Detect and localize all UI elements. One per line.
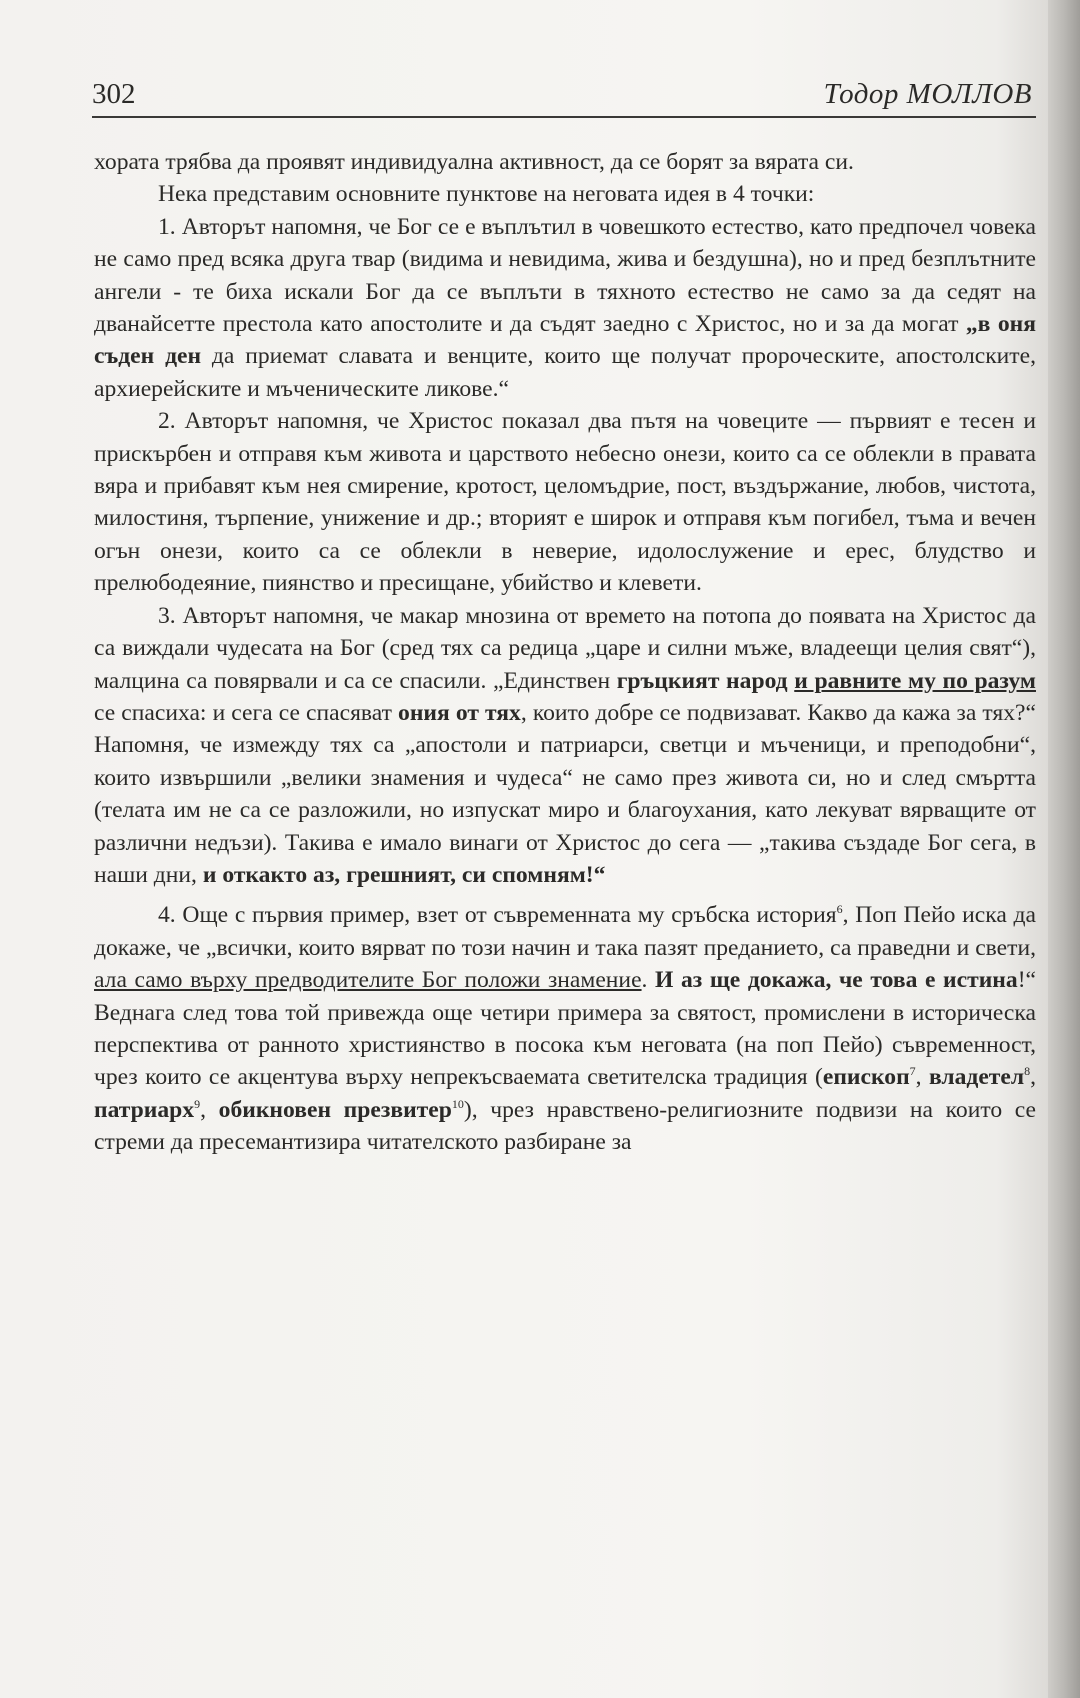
book-gutter-shadow (1048, 0, 1080, 1698)
bold-phrase: обикновен презвитер (218, 1096, 452, 1123)
footnote-ref: 8 (1024, 1064, 1031, 1079)
paragraph-point-1: 1. Авторът напомня, че Бог се е въплътил в човешкото естество, като предпочел човека не само пред всяка друга твар (видима и невидима, жива и бездушна), но и пред безплътните ангели - те биха искали Бог да се въплъти в тяхното естество не само за да седят на дванайсетте престола като апостолите и да съдят заедно с Христос, но и за да могат „в оня съден ден да приемат славата и венците, които ще получат пророческите, апостолските, архиерейските и мъченическите ликове.“ (94, 213, 1036, 402)
footnote-ref: 6 (836, 902, 843, 917)
bold-phrase: ония от тях (398, 699, 521, 726)
body-text (94, 146, 1036, 1159)
page-number: 302 (92, 78, 136, 110)
page-header (92, 76, 1036, 118)
bold-phrase: гръцкият народ (616, 667, 788, 694)
paragraph-point-3: 3. Авторът напомня, че макар мнозина от времето на потопа до появата на Христос да са виждали чудесата на Бог (сред тях са редица „царе и силни мъже, владеещи целия свят“), малцина са повярвали и са се спасили. „Единствен гръцкият народ и равните му по разум се спасиха: и сега се спасяват ония от тях, които добре се подвизават. Какво да кажа за тях?“ Напомня, че измежду тях са „апостоли и патриарси, светци и мъченици, и преподобни“, които извършили „велики знамения и чудеса“ не само през живота си, но и след смъртта (телата им не са се разложили, но изпускат миро и благоухания, като лекуват вярващите от различни недъзи). Такива е имало винаги от Христос до сега — „такива създаде Бог сега, в наши дни, и откакто аз, грешният, си спомням!“ (94, 602, 1036, 888)
bold-phrase: „в оня съден ден (94, 311, 1036, 370)
bold-phrase: владетел (928, 1064, 1025, 1091)
running-head-author: Тодор МОЛЛОВ (823, 78, 1032, 110)
paragraph-point-4: 4. Още с първия пример, взет от съвременната му сръбска история$^6$, Поп Пейо иска да докаже, че „всички, които вярват по този начин и така пазят преданието, са праведни и свети, ала само върху предводителите Бог положи знамение. И аз ще докажа, че това е истина!“ Веднага след това той привежда още четири примера за святост, промислени в историческа перспектива от ранното християнство в посока към неговата (на поп Пейо) съвременност, чрез които се акцентува върху непрекъсваемата светителска традиция (епископ$^7$, владетел$^8$, патриарх$^9$, обикновен презвитер$^{10}$), чрез нравствено-религиозните подвизи на които се стреми да пресемантизира читателското разбиране за (94, 902, 1037, 1156)
underlined-phrase: ала само върху предводителите Бог положи знамение (94, 967, 642, 994)
bold-phrase: епископ (822, 1064, 910, 1091)
bold-phrase: патриарх (94, 1096, 195, 1123)
bold-phrase: И аз ще докажа, че това е истина (655, 967, 1018, 994)
paragraph-continuation: хората трябва да проявят индивидуална активност, да се борят за вярата си. (94, 149, 854, 175)
footnote-ref: 7 (909, 1064, 916, 1079)
footnote-ref: 9 (194, 1096, 201, 1111)
bold-underlined-phrase: и равните му по разум (794, 667, 1036, 694)
bold-phrase: и откакто аз, грешният, си спомням!“ (202, 861, 606, 888)
footnote-ref: 10 (451, 1096, 464, 1111)
paragraph-intro: Нека представим основните пунктове на неговата идея в 4 точки: (158, 181, 815, 208)
paragraph-point-2: 2. Авторът напомня, че Христос показал два пътя на човеците — първият е тесен и прискърбен и отправя към живота и царството небесно онези, които са се облекли в правата вяра и прибавят към нея смирение, кротост, целомъдрие, пост, въздържание, любов, чистота, милостиня, търпение, унижение и др.; вторият е широк и отправя към погибел, тъма и вечен огън онези, които са се облекли в неверие, идолослужение и ерес, блудство и прелюбодеяние, пиянство и пресищане, убийство и клевети. (94, 408, 1036, 597)
